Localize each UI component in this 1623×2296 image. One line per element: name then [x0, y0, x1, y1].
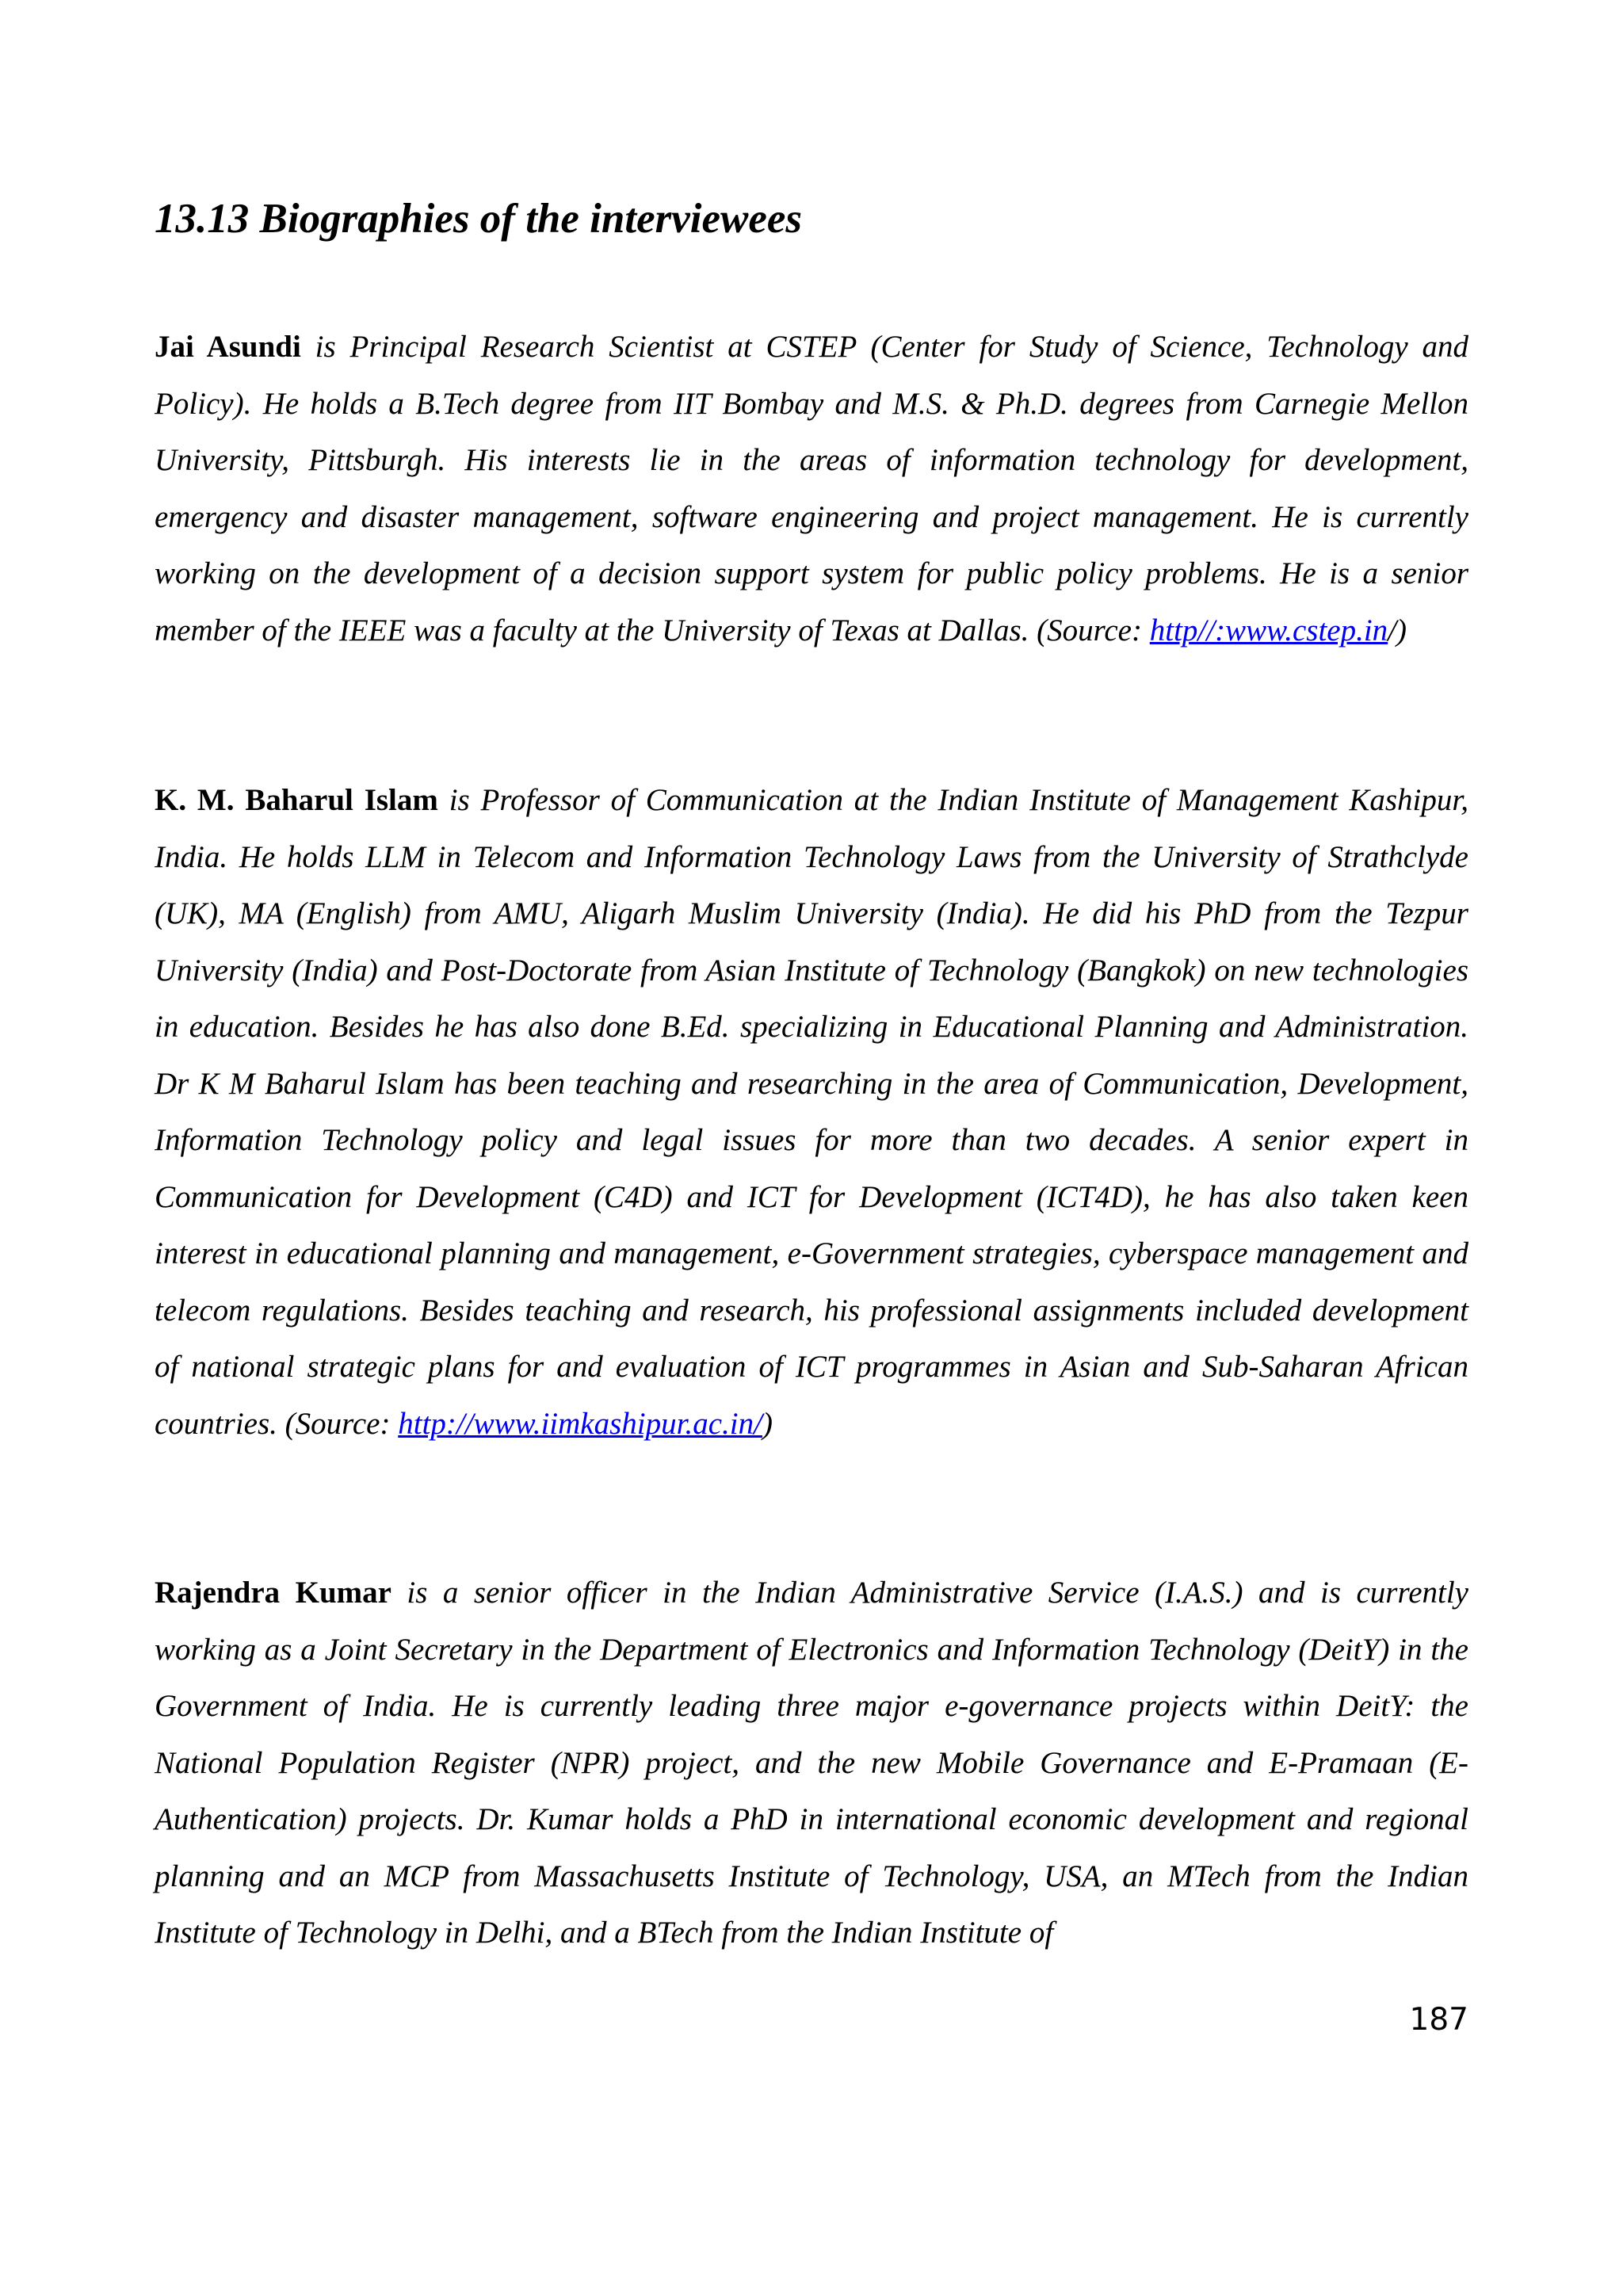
page-number: 187 — [1409, 2002, 1468, 2038]
bio-name: Rajendra Kumar — [155, 1576, 391, 1610]
bio-text-after: ) — [762, 1406, 773, 1441]
bio-text: is Principal Research Scientist at CSTEP (Center for Study of Science, Technology and Policy). He holds a B.Tech degree from IIT Bombay and M.S. & Ph.D. degrees from Carnegie Mellon University, Pittsburgh. His interests lie in the areas of information technology for development, emergency and disaster management, software engineering and project management. He is currently working on the development of a decision support system for public policy problems. He is a senior member of the IEEE was a faculty at the University of Texas at Dallas. (Source: — [155, 330, 1468, 648]
section-heading: 13.13 Biographies of the interviewees — [155, 196, 803, 242]
bio-paragraph-rajendra-kumar — [155, 1564, 1468, 1962]
bio-text: is a senior officer in the Indian Administrative Service (I.A.S.) and is currently working as a Joint Secretary in the Department of Electronics and Information Technology (DeitY) in the Government of India. He is currently leading three major e-governance projects within DeitY: the National Population Register (NPR) project, and the new Mobile Governance and E-Pramaan (E-Authentication) projects. Dr. Kumar holds a PhD in international economic development and regional planning and an MCP from Massachusetts Institute of Technology, USA, an MTech from the Indian Institute of Technology in Delhi, and a BTech from the Indian Institute of — [155, 1576, 1468, 1950]
bio-text-after: /) — [1388, 613, 1407, 648]
source-link[interactable]: http://www.iimkashipur.ac.in/ — [398, 1406, 762, 1441]
source-link[interactable]: http//:www.cstep.in — [1149, 613, 1388, 648]
bio-name: Jai Asundi — [155, 330, 301, 364]
bio-name: K. M. Baharul Islam — [155, 783, 438, 817]
bio-text: is Professor of Communication at the Indian Institute of Management Kashipur, India. He holds LLM in Telecom and Information Technology Laws from the University of Strathclyde (UK), MA (English) from AMU, Aligarh Muslim University (India). He did his PhD from the Tezpur University (India) and Post-Doctorate from Asian Institute of Technology (Bangkok) on new technologies in education. Besides he has also done B.Ed. specializing in Educational Planning and Administration. Dr K M Baharul Islam has been teaching and researching in the area of Communication, Development, Information Technology policy and legal issues for more than two decades. A senior expert in Communication for Development (C4D) and ICT for Development (ICT4D), he has also taken keen interest in educational planning and management, e-Government strategies, cyberspace management and telecom regulations. Besides teaching and research, his professional assignments included development of national strategic plans for and evaluation of ICT programmes in Asian and Sub-Saharan African countries. (Source: — [155, 783, 1468, 1441]
bio-paragraph-jai-asundi — [155, 319, 1468, 659]
bio-paragraph-baharul-islam — [155, 772, 1468, 1452]
